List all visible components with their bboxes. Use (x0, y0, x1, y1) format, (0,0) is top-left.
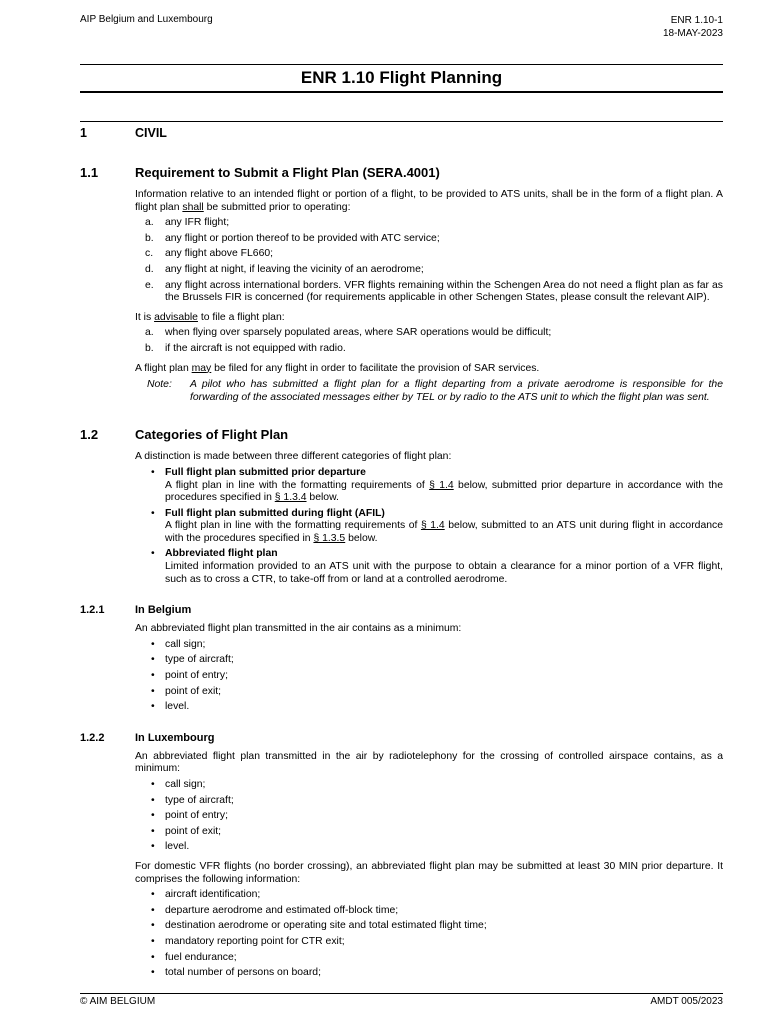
note-text: A pilot who has submitted a flight plan for a flight departing from a private aerodrome is responsible for the forwarding of the associated messages either by TEL or by radio to the ATS unit to which the flight plan was sent. (190, 379, 723, 403)
category-description: Limited information provided to an ATS unit with the purpose to obtain a clearance for a minor portion of a VFR flight, such as to cross a CTR, to take-off from or land at a controlled aerodrome. (165, 561, 723, 585)
list-item (135, 701, 723, 714)
list-item-text: level. (165, 841, 190, 853)
footer-divider (80, 993, 723, 994)
list-item-text: call sign; (165, 779, 206, 790)
list-marker: c. (145, 248, 154, 260)
list-item (135, 639, 723, 652)
paragraph-domestic: For domestic VFR flights (no border crossing), an abbreviated flight plan may be submitted at least 30 MIN prior departure. It comprises the following information: (135, 860, 723, 885)
list-marker: d. (145, 263, 154, 275)
list-item-text: type of aircraft; (165, 794, 234, 806)
list-item (135, 233, 723, 246)
list-item-text: any flight above FL660; (165, 248, 274, 260)
bullet-marker: • (151, 951, 155, 963)
bullet-marker: • (151, 825, 155, 837)
bullet-marker: • (151, 920, 155, 932)
document-body (80, 121, 723, 980)
list-item (135, 779, 723, 792)
paragraph-may (135, 363, 723, 376)
bullet-marker: • (151, 889, 155, 901)
list-marker: e. (145, 279, 154, 291)
text-fragment: below. (345, 532, 378, 544)
section-1-2-2-heading (80, 732, 723, 745)
list-marker: a. (145, 217, 154, 229)
page-title: ENR 1.10 Flight Planning (80, 64, 723, 93)
list-item (135, 686, 723, 699)
text-fragment: It is (135, 311, 155, 323)
bullet-marker: • (151, 685, 155, 697)
text-fragment: A flight plan (135, 362, 192, 374)
bullet-marker: • (151, 967, 155, 979)
category-full-prior (135, 467, 723, 505)
publication-name: AIP Belgium and Luxembourg (80, 14, 213, 25)
category-full-during-flight (135, 508, 723, 546)
section-1-2-2-body (135, 751, 723, 980)
list-item-text: point of exit; (165, 825, 222, 837)
bullet-marker: • (151, 670, 155, 682)
bullet-marker: • (151, 810, 155, 822)
paragraph-intro: A distinction is made between three different categories of flight plan: (135, 451, 452, 463)
section-title: In Luxembourg (135, 731, 215, 744)
advisable-list (135, 327, 723, 355)
section-title: Categories of Flight Plan (135, 427, 289, 443)
section-1-2-1-heading (80, 604, 723, 617)
section-1-2-body (135, 451, 723, 586)
emphasis-shall: shall (182, 201, 204, 213)
list-item-text: point of entry; (165, 810, 228, 822)
section-1-1-body (135, 189, 723, 404)
list-item (135, 264, 723, 277)
category-abbreviated (135, 548, 723, 586)
reference-link[interactable]: § 1.4 (420, 520, 445, 532)
category-description (165, 520, 723, 545)
requirements-list (135, 217, 723, 305)
bullet-marker: • (151, 548, 155, 560)
list-item-text: call sign; (165, 638, 206, 650)
text-fragment: be submitted prior to operating: (203, 201, 351, 213)
list-item (135, 248, 723, 261)
category-title: Abbreviated flight plan (165, 548, 278, 560)
text-fragment: below, submitted to an ATS unit during flight in accordance with the procedures specified in (165, 520, 723, 544)
paragraph-intro: An abbreviated flight plan transmitted in the air by radiotelephony for the crossing of controlled airspace contains, as a minimum: (135, 750, 723, 775)
bullet-marker: • (151, 466, 155, 478)
list-marker: b. (145, 342, 154, 354)
list-item-text: any flight at night, if leaving the vicinity of an aerodrome; (165, 263, 424, 275)
list-item (135, 654, 723, 667)
section-title: CIVIL (135, 126, 167, 140)
page-header-info (663, 14, 723, 40)
reference-link[interactable]: § 1.3.4 (274, 492, 307, 504)
bullet-marker: • (151, 841, 155, 853)
footer-amendment: AMDT 005/2023 (650, 996, 723, 1007)
section-1-2-1-body (135, 623, 723, 714)
text-fragment: A flight plan in line with the formatting requirements of (165, 479, 430, 491)
list-item-text: total number of persons on board; (165, 967, 321, 979)
bullet-marker: • (151, 507, 155, 519)
effective-date: 18-MAY-2023 (662, 28, 723, 39)
list-marker: a. (145, 327, 154, 339)
emphasis-advisable: advisable (154, 311, 198, 323)
text-fragment: be filed for any flight in order to facilitate the provision of SAR services. (211, 362, 540, 374)
paragraph-advisable (135, 312, 723, 325)
section-number: 1.1 (80, 165, 99, 180)
list-item (135, 670, 723, 683)
bullet-marker: • (151, 701, 155, 713)
list-item (135, 343, 723, 356)
list-item (135, 905, 723, 918)
section-number: 1.2 (80, 427, 99, 443)
list-item (135, 936, 723, 949)
list-item-text: aircraft identification; (165, 889, 261, 901)
page-code: ENR 1.10-1 (670, 15, 723, 26)
list-item-text: any flight across international borders. VFR flights remaining within the Schengen Area do not need a flight plan as far as the Brussels FIR is concerned (for requirements applicable in other Schengen States, please consult the relevant AIP). (165, 279, 723, 304)
list-item (135, 810, 723, 823)
domestic-information-list (135, 889, 723, 980)
list-item-text: destination aerodrome or operating site and total estimated flight time; (165, 920, 487, 932)
category-title: Full flight plan submitted during flight (AFIL) (165, 507, 385, 519)
list-item (135, 826, 723, 839)
list-item-text: point of entry; (165, 670, 228, 682)
section-1-heading (80, 121, 723, 142)
list-item-text: point of exit; (165, 685, 222, 697)
list-item-text: if the aircraft is not equipped with radio. (165, 342, 346, 354)
list-item-text: any IFR flight; (165, 217, 230, 229)
bullet-marker: • (151, 638, 155, 650)
list-item-text: mandatory reporting point for CTR exit; (165, 935, 345, 947)
footer-copyright: © AIM BELGIUM (80, 996, 156, 1007)
list-item-text: any flight or portion thereof to be provided with ATC service; (165, 232, 440, 244)
bullet-marker: • (151, 779, 155, 790)
list-item (135, 920, 723, 933)
category-description (165, 480, 723, 505)
section-number: 1.2.1 (80, 604, 105, 617)
section-title: In Belgium (135, 604, 192, 617)
list-item (135, 795, 723, 808)
list-item (135, 327, 723, 340)
list-marker: b. (145, 232, 154, 244)
section-number: 1 (80, 126, 87, 140)
bullet-marker: • (151, 654, 155, 666)
emphasis-may: may (191, 362, 212, 374)
paragraph-intro (135, 189, 723, 214)
paragraph-intro: An abbreviated flight plan transmitted in the air contains as a minimum: (135, 623, 462, 635)
belgium-minimum-list (135, 639, 723, 714)
bullet-marker: • (151, 794, 155, 806)
text-fragment: below, submitted prior departure in accordance with the procedures specified in (165, 479, 723, 504)
list-item (135, 280, 723, 305)
list-item-text: type of aircraft; (165, 654, 234, 666)
reference-link[interactable]: § 1.4 (429, 479, 454, 491)
text-fragment: A flight plan in line with the formatting requirements of (165, 520, 421, 532)
text-fragment: to file a flight plan: (197, 311, 285, 323)
section-1-2-heading (80, 427, 723, 443)
list-item-text: level. (165, 701, 190, 713)
list-item (135, 217, 723, 230)
list-item-text: departure aerodrome and estimated off-block time; (165, 904, 399, 916)
text-fragment: below. (306, 492, 339, 504)
list-item-text: when flying over sparsely populated areas, where SAR operations would be difficult; (165, 327, 552, 339)
bullet-marker: • (151, 935, 155, 947)
luxembourg-minimum-list (135, 779, 723, 854)
list-item (135, 967, 723, 980)
section-title: Requirement to Submit a Flight Plan (SERA.4001) (135, 165, 440, 180)
list-item (135, 889, 723, 902)
list-item (135, 841, 723, 854)
list-item-text: fuel endurance; (165, 951, 237, 963)
note (135, 379, 723, 404)
category-title: Full flight plan submitted prior departure (165, 466, 366, 478)
list-item (135, 952, 723, 965)
intro-text: Information relative to an intended flight or portion of a flight, to be provided to ATS units, shall be in the form of a flight plan. (135, 189, 714, 200)
note-label: Note: (147, 379, 172, 391)
section-number: 1.2.2 (80, 731, 105, 744)
section-1-1-heading (80, 165, 723, 181)
reference-link[interactable]: § 1.3.5 (313, 532, 346, 544)
bullet-marker: • (151, 904, 155, 916)
text-fragment: A flight plan (135, 189, 723, 213)
